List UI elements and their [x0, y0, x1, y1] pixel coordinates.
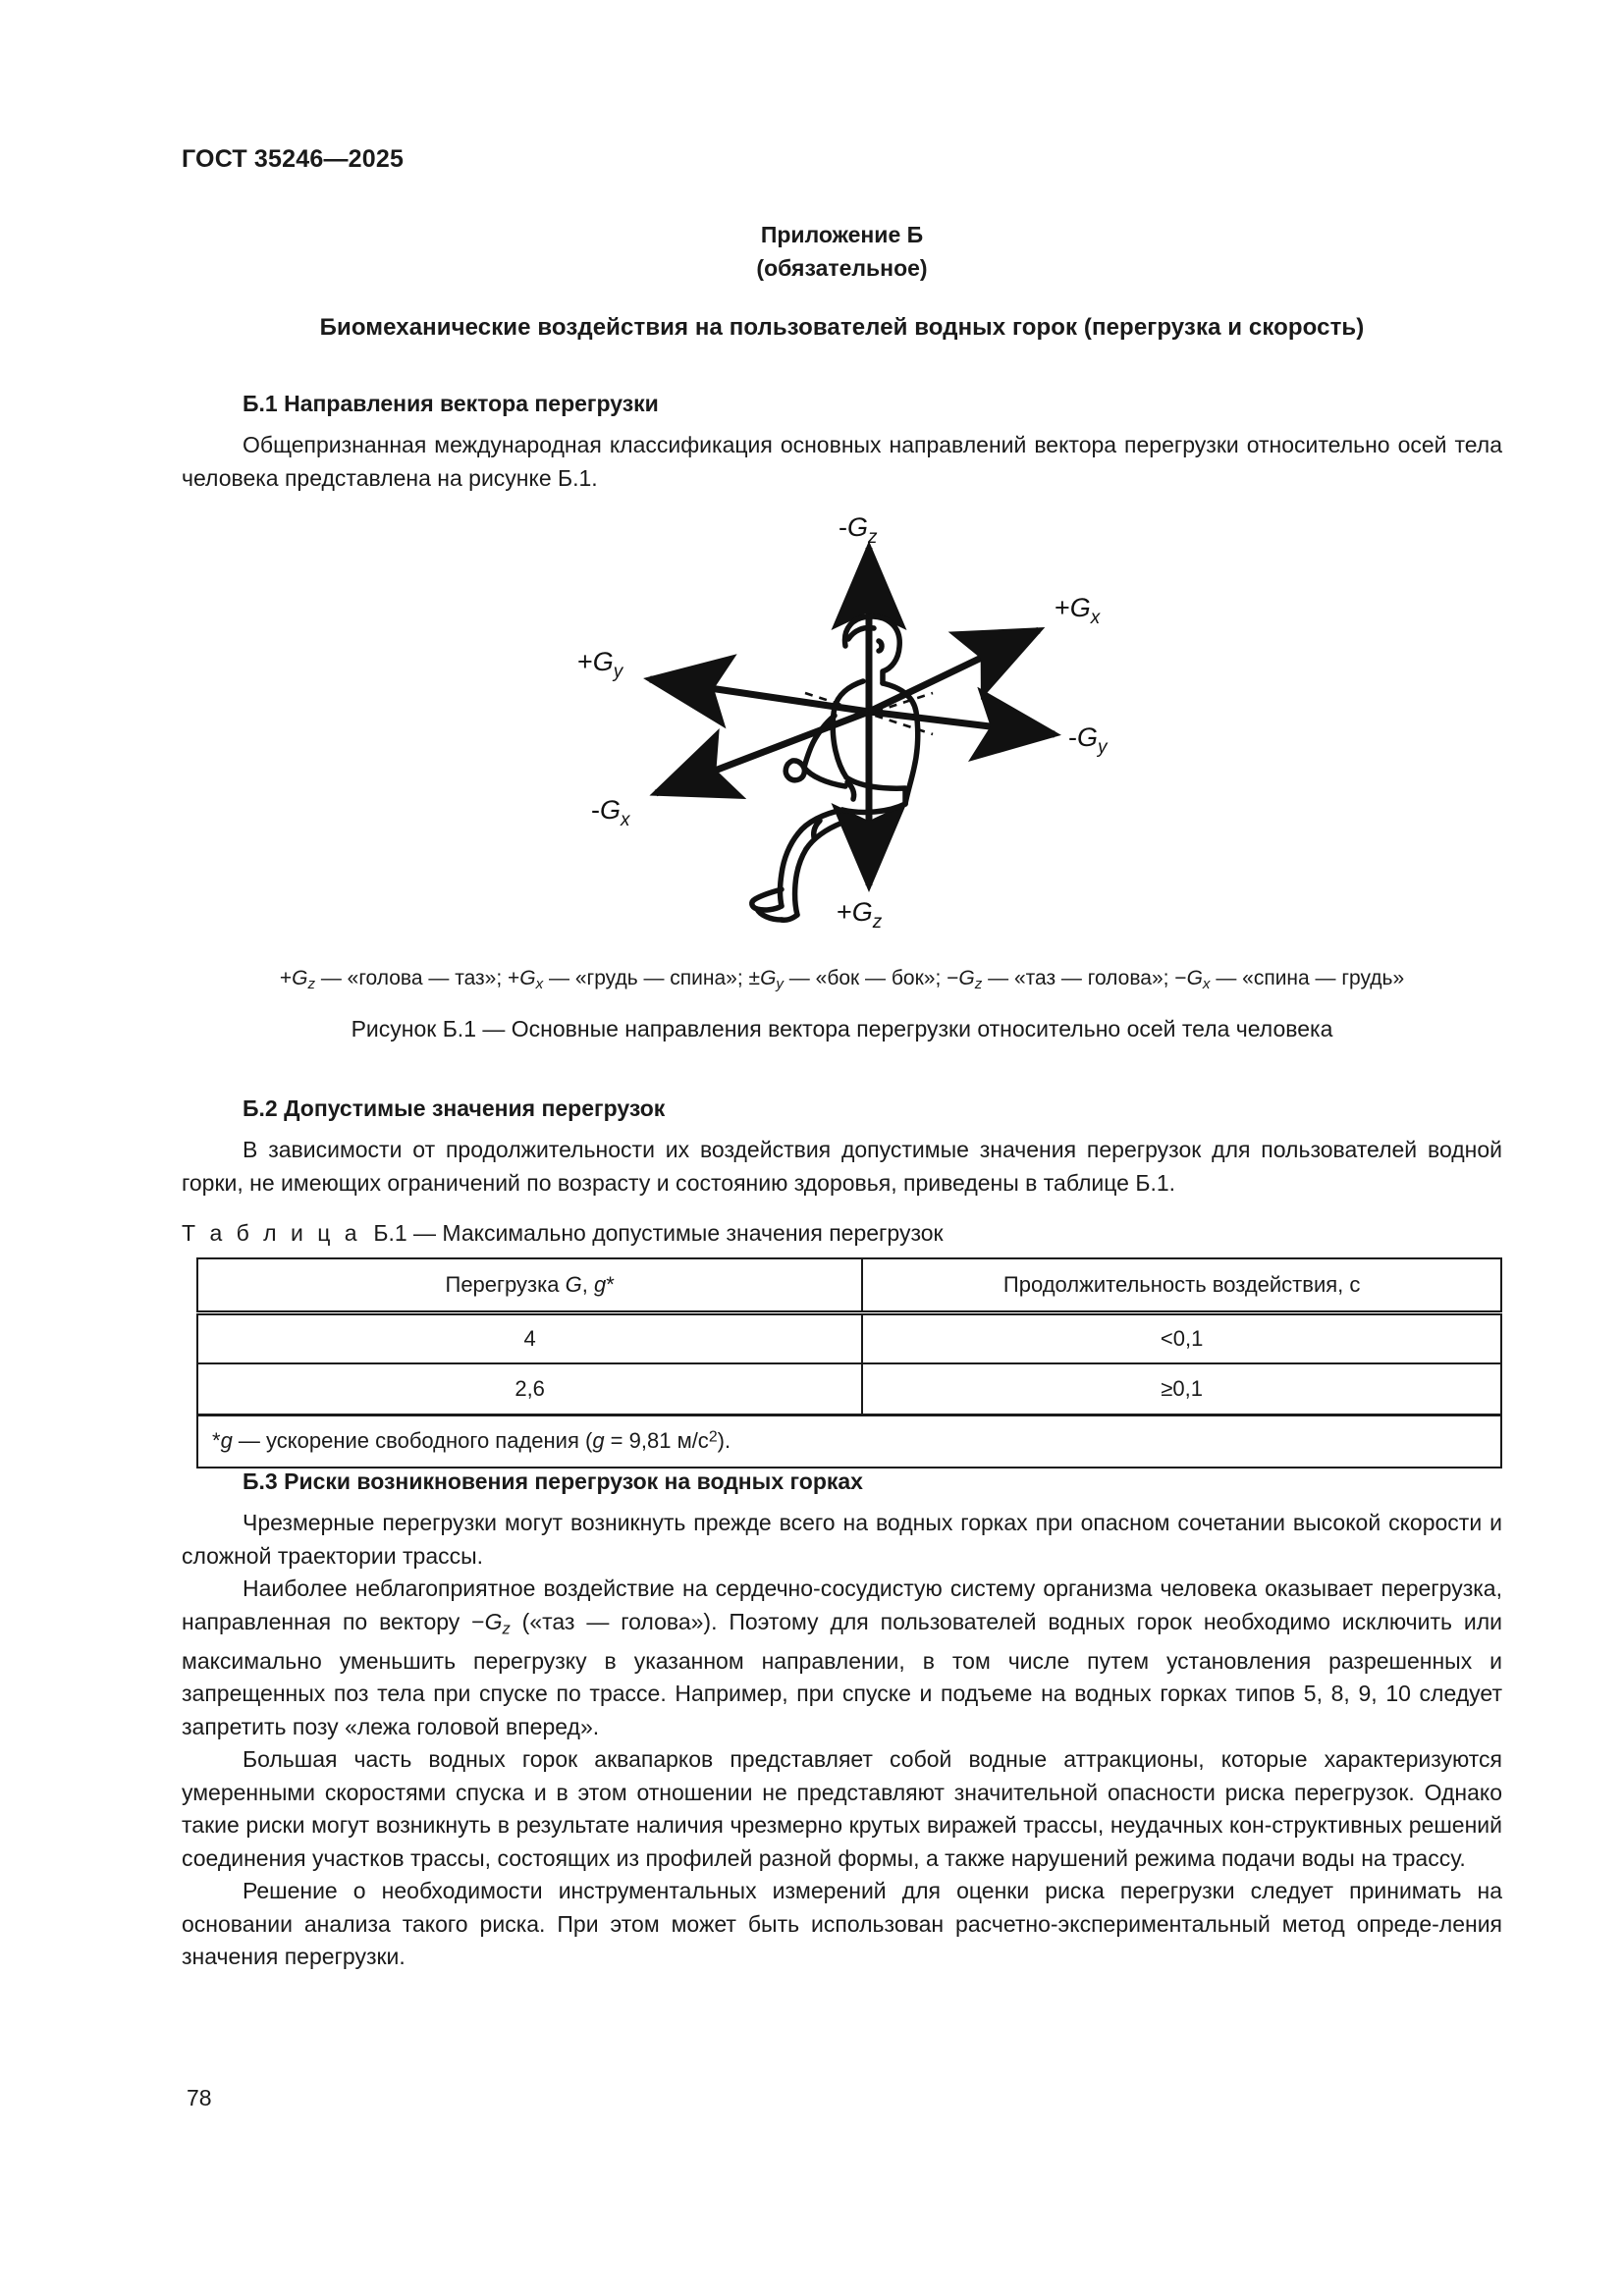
- seated-person-figure: [751, 616, 917, 920]
- axis-arrow-plus-gx: [869, 630, 1039, 712]
- axis-label-minus-gz: $-G_z$: [838, 512, 878, 548]
- table-b1: [196, 1257, 1502, 1468]
- section-b2: [182, 1095, 1502, 1200]
- p2-part1: Наиболее неблагоприятное воздействие на сердечно-сосудистую систему организма человека оказывает перегрузка, направленная по вектору: [182, 1575, 1502, 1634]
- table-cell-overload-1: 4: [197, 1312, 862, 1363]
- table-cell-overload-2: 2,6: [197, 1363, 862, 1415]
- table-header-cell-overload: Перегрузка G, g*: [197, 1258, 862, 1312]
- figure-legend: $+G_z$ — «голова — таз»; $+G_x$ — «грудь — спина»; $\pm G_y$ — «бок — бок»; $-G_z$ — «таз — голова»; $-G_x$ — «спина — грудь»: [279, 967, 1405, 993]
- table-header-cell-duration: Продолжительность воздействия, с: [862, 1258, 1501, 1312]
- table-cell-duration-1: <0,1: [862, 1312, 1501, 1363]
- axis-label-plus-gz: $+G_z$: [836, 897, 882, 933]
- table-footnote: *g — ускорение свободного падения (g = 9,81 $м/с^2$).: [197, 1415, 1501, 1468]
- appendix-title: Биомеханические воздействия на пользователей водных горок (перегрузка и скорость): [319, 314, 1365, 341]
- section-b2-paragraph: В зависимости от продолжительности их воздействия допустимые значения перегрузок для пользователей водной горки, не имеющих ограничений по возрасту и состоянию здоровья, приведены в таблице Б.1.: [182, 1137, 1502, 1196]
- page-number: 78: [187, 2085, 212, 2110]
- section-b2-heading: Б.2 Допустимые значения перегрузок: [243, 1095, 666, 1121]
- axis-label-minus-gx: $-G_x$: [590, 795, 630, 830]
- axis-arrow-minus-gy: [869, 712, 1055, 734]
- axis-label-plus-gx: $+G_x$: [1054, 593, 1100, 628]
- section-b1: [182, 391, 1502, 495]
- overload-vector-diagram: [548, 510, 1137, 942]
- running-head: ГОСТ 35246—2025: [182, 145, 405, 173]
- table-footnote-row: [197, 1415, 1501, 1468]
- section-b1-paragraph: Общепризнанная международная классификация основных направлений вектора перегрузки относительно осей тела человека представлена на рисунке Б.1.: [182, 432, 1502, 491]
- p2-vector: $-G_z$: [471, 1608, 511, 1638]
- section-b3: [182, 1468, 1502, 1974]
- section-b3-paragraph-1: Чрезмерные перегрузки могут возникнуть прежде всего на водных горках при опасном сочетании высокой скорости и сложной траектории трассы.: [182, 1510, 1502, 1569]
- appendix-label: Приложение Б: [760, 222, 924, 247]
- axis-label-minus-gy: $-G_y$: [1067, 722, 1108, 758]
- table-row: [197, 1363, 1501, 1415]
- axis-label-plus-gy: $+G_y$: [576, 647, 623, 682]
- section-b3-paragraph-3: Большая часть водных горок аквапарков представляет собой водные аттракционы, которые характеризуются умеренными скоростями спуска и в этом отношении не представляют значительной опасности риска перегрузок. Однако такие риски могут возникнуть в результате наличия чрезмерно крутых виражей трассы, неудачных кон-структивных решений соединения участков трассы, состоящих из профилей разной формы, а также нарушений режима подачи воды на трассу.: [182, 1746, 1502, 1871]
- p2-part2: («таз — голова»). Поэтому для пользователей водных горок необходимо исключить или максимально уменьшить перегрузку в указанном направлении, в том числе путем установления разрешенных и запрещенных поз тела при спуске по трассе. Например, при спуске и подъеме на водных горках типов 5, 8, 9, 10 следует запретить позу «лежа головой вперед».: [182, 1608, 1502, 1739]
- section-b3-heading: Б.3 Риски возникновения перегрузок на водных горках: [243, 1468, 863, 1494]
- appendix-kind: (обязательное): [756, 255, 928, 281]
- table-header-row: [197, 1258, 1501, 1312]
- appendix-header: [182, 218, 1502, 285]
- section-b1-heading: Б.1 Направления вектора перегрузки: [243, 391, 659, 416]
- figure-caption: Рисунок Б.1 — Основные направления вектора перегрузки относительно осей тела человека: [351, 1016, 1333, 1041]
- table-row: [197, 1312, 1501, 1363]
- section-b3-paragraph-2: [182, 1573, 1502, 1743]
- table-title-prefix: Т а б л и ц а: [182, 1220, 361, 1246]
- section-b3-paragraph-4: Решение о необходимости инструментальных измерений для оценки риска перегрузки следует принимать на основании анализа такого риска. При этом может быть использован расчетно-экспериментальный метод опреде-ления значения перегрузки.: [182, 1878, 1502, 1970]
- figure-b1: [182, 510, 1502, 952]
- table-title-text: Б.1 — Максимально допустимые значения перегрузок: [373, 1220, 944, 1246]
- table-cell-duration-2: ≥0,1: [862, 1363, 1501, 1415]
- table-b1-title: [182, 1220, 944, 1247]
